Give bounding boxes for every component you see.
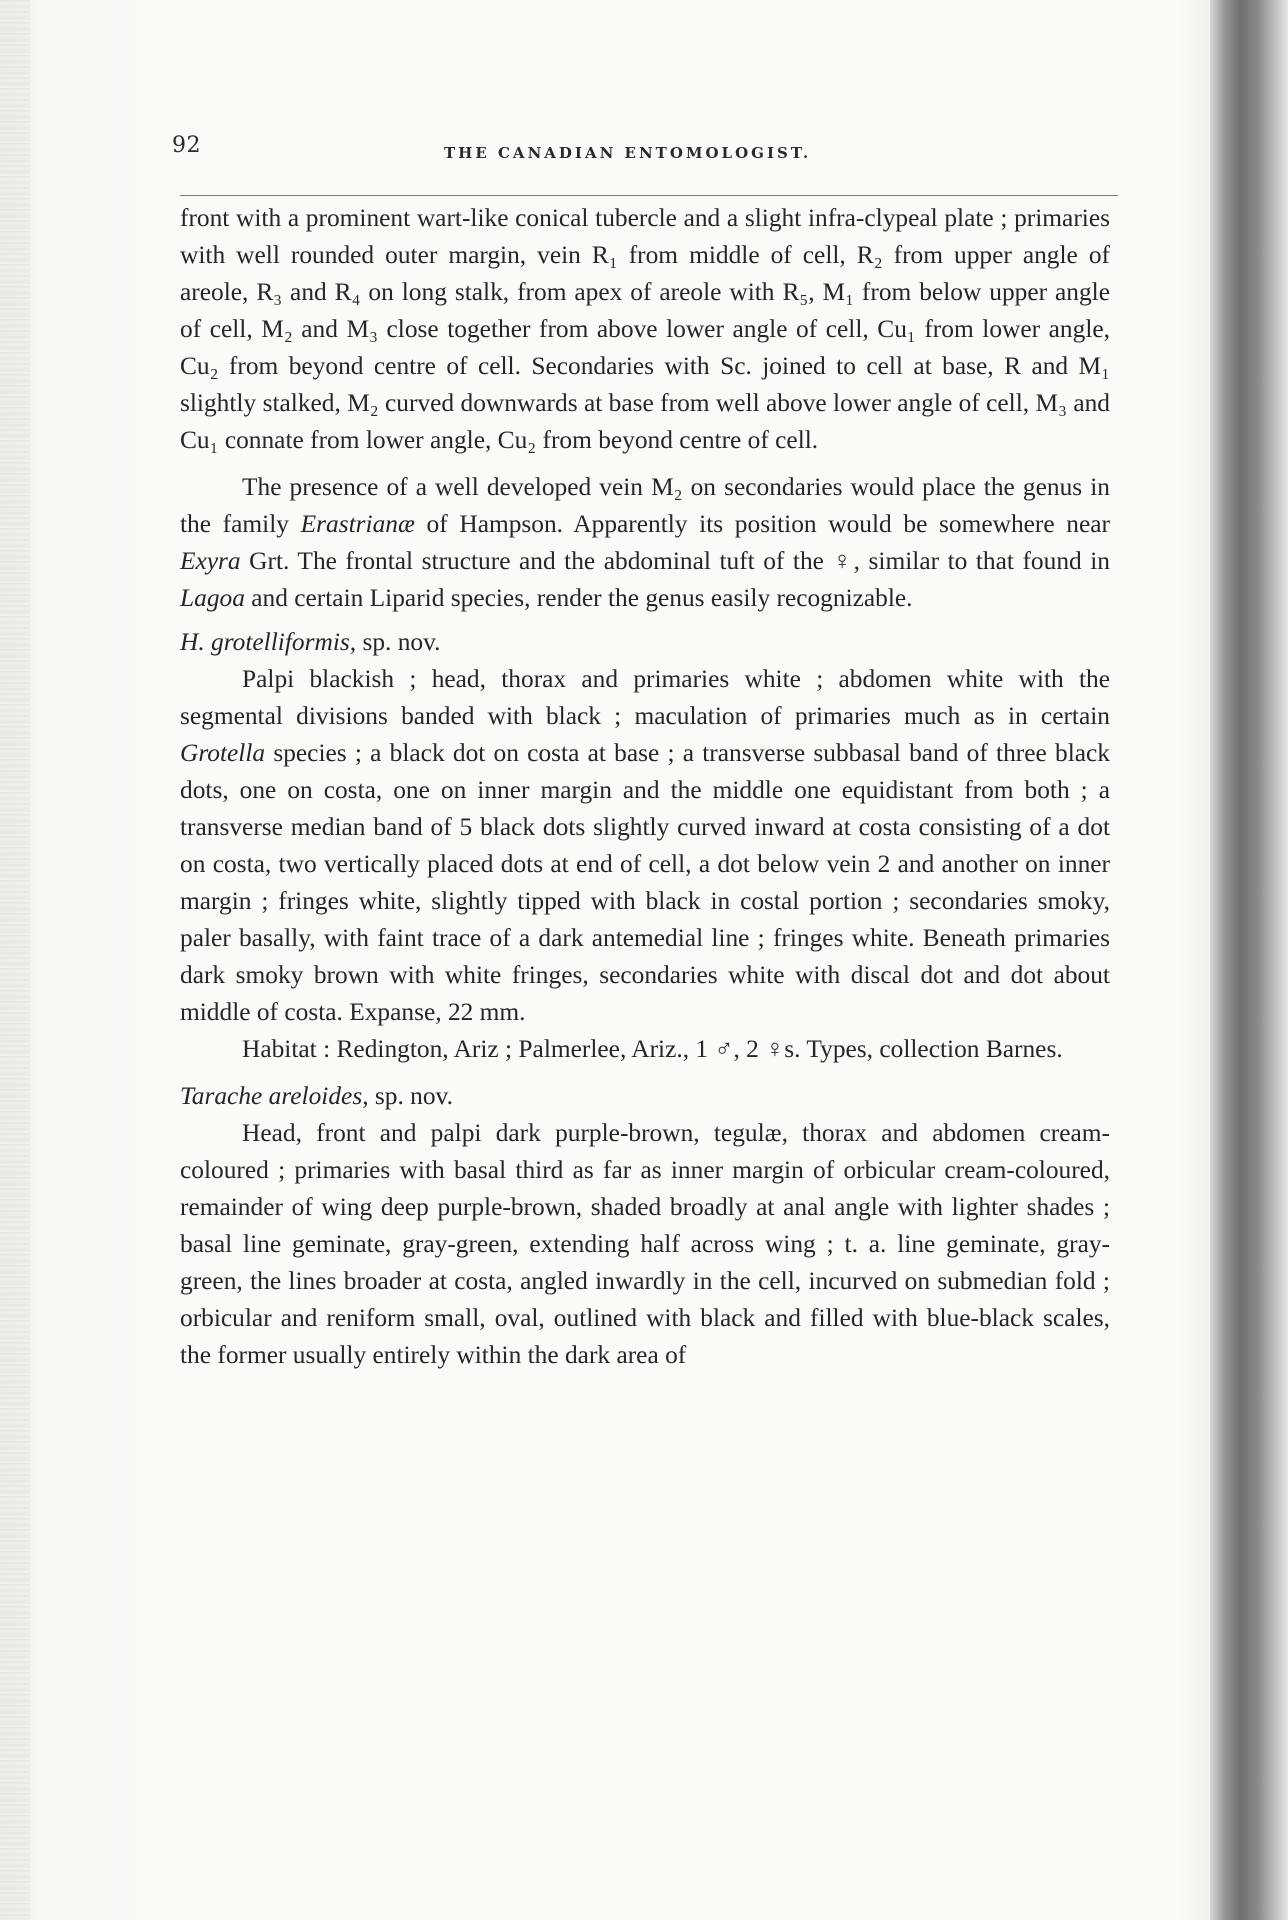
taxon-lagoa: Lagoa [180,584,245,612]
page-left-edge [0,0,30,1920]
species-heading-areloides: Tarache areloides, sp. nov. [180,1082,453,1110]
taxon-exyra: Exyra [180,547,241,575]
taxon-grotella: Grotella [180,739,266,767]
species-heading-grotelliformis: H. grotelliformis, sp. nov. [180,628,441,656]
paragraph-venation: front with a prominent wart-like conical tubercle and a slight infra-clypeal plate ; primaries with well rounded outer margin, vein R₁ from middle of cell, R₂ from upper angle of areole, R₃ and R₄ on long stalk, from apex of areole with R₅, M₁ from below upper angle of cell, M₂ and M₃ close together from above lower angle of cell, Cu₁ from lower angle, Cu₂ from beyond centre of cell. Secondaries with Sc. joined to cell at base, R and M₁ slightly stalked, M₂ curved downwards at base from well above lower angle of cell, M₃ and Cu₁ connate from lower angle, Cu₂ from beyond centre of cell. [180,204,1110,454]
paragraph-grotelliformis-description: Palpi blackish ; head, thorax and primaries white ; abdomen white with the segmental divisions banded with black ; maculation of primaries much as in certain Grotella species ; a black dot on costa at base ; a transverse subbasal band of three black dots, one on costa, one on inner margin and the middle one equidistant from both ; a transverse median band of 5 black dots slightly curved inward at costa consisting of a dot on costa, two vertically placed dots at end of cell, a dot below vein 2 and another on inner margin ; fringes white, slightly tipped with black in costal portion ; secondaries smoky, paler basally, with faint trace of a dark antemedial line ; fringes white. Beneath primaries dark smoky brown with white fringes, secondaries white with discal dot and dot about middle of costa. Expanse, 22 mm. [180,665,1110,1026]
body-text [180,200,1110,1374]
running-title: THE CANADIAN ENTOMOLOGIST. [444,144,812,162]
page-header [172,133,1118,173]
page-number: 92 [172,133,201,158]
header-rule [180,195,1118,196]
taxon-erastrianae: Erastrianæ [300,510,415,538]
paragraph-habitat: Habitat : Redington, Ariz ; Palmerlee, Ariz., 1 ♂, 2 ♀s. Types, collection Barnes. [242,1035,1063,1063]
paragraph-classification: The presence of a well developed vein M₂ on secondaries would place the genus in the family Erastrianæ of Hampson. Apparently its position would be somewhere near Exyra Grt. The frontal structure and the abdominal tuft of the ♀, similar to that found in Lagoa and certain Liparid species, render the genus easily recognizable. [180,473,1110,612]
book-spine-shadow [1210,0,1288,1920]
paragraph-areloides-description: Head, front and palpi dark purple-brown, tegulæ, thorax and abdomen cream-coloured ; primaries with basal third as far as inner margin of orbicular cream-coloured, remainder of wing deep purple-brown, shaded broadly at anal angle with lighter shades ; basal line geminate, gray-green, extending half across wing ; t. a. line geminate, gray-green, the lines broader at costa, angled inwardly in the cell, incurved on submedian fold ; orbicular and reniform small, oval, outlined with black and filled with blue-black scales, the former usually entirely within the dark area of [180,1119,1110,1369]
